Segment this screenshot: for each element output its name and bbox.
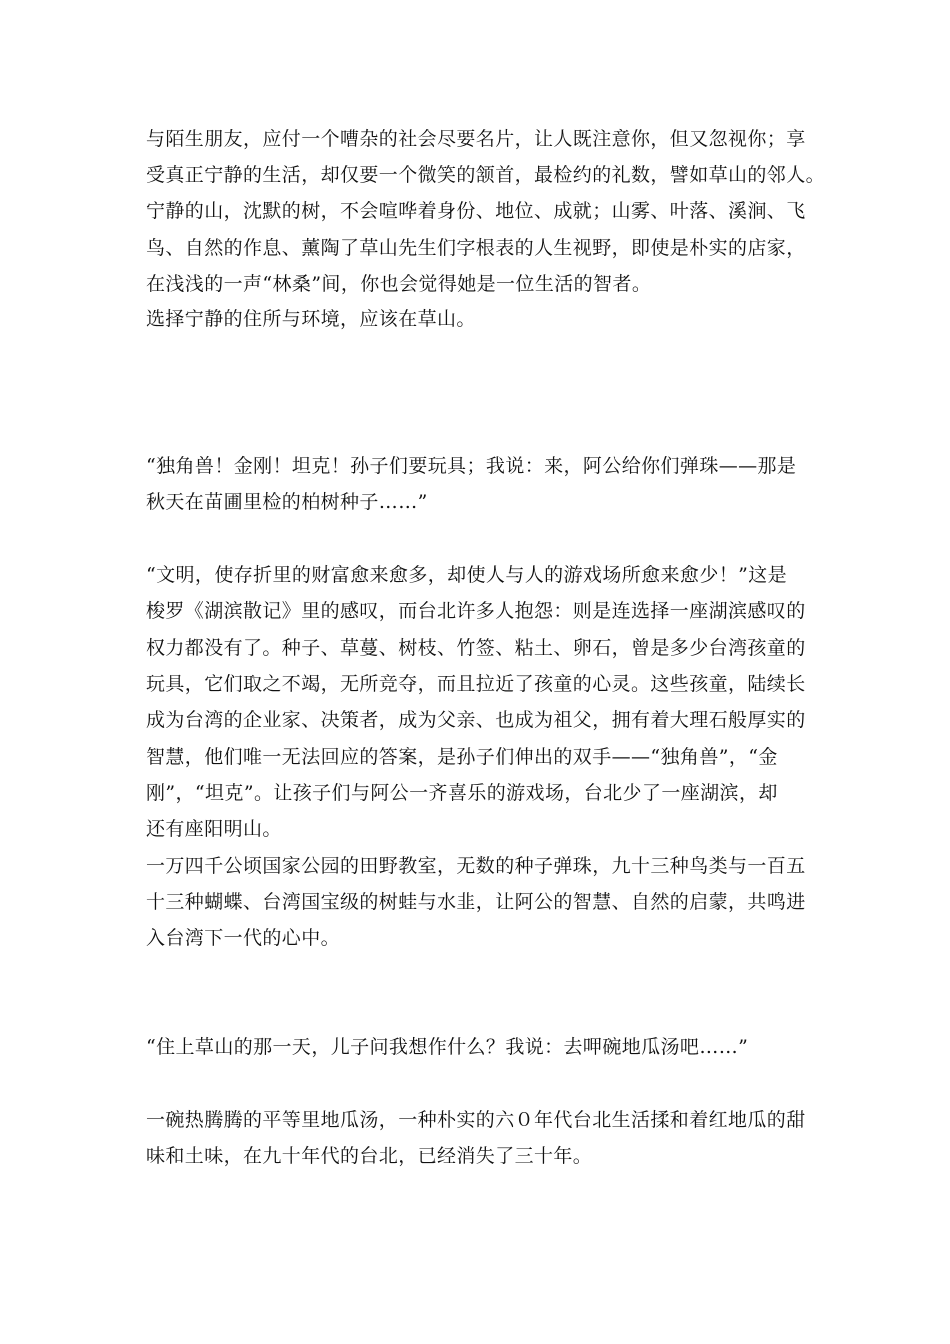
quote-line: 秋天在苗圃里检的柏树种子……” xyxy=(146,491,428,513)
paragraph-line: 成为台湾的企业家、决策者，成为父亲、也成为祖父，拥有着大理石般厚实的 xyxy=(146,709,806,731)
paragraph-line: 权力都没有了。种子、草蔓、树枝、竹签、粘土、卵石，曾是多少台湾孩童的 xyxy=(146,637,806,659)
paragraph-line: 一碗热腾腾的平等里地瓜汤，一种朴实的六０年代台北生活揉和着红地瓜的甜 xyxy=(146,1109,806,1131)
paragraph-line: 玩具，它们取之不竭，无所竞夺，而且拉近了孩童的心灵。这些孩童，陆续长 xyxy=(146,673,806,695)
paragraph-line: 智慧，他们唯一无法回应的答案，是孙子们伸出的双手——“独角兽”，“金 xyxy=(146,746,778,768)
quote-line: “独角兽！金刚！坦克！孙子们要玩具；我说：来，阿公给你们弹珠——那是 xyxy=(146,455,797,477)
paragraph-line: 宁静的山，沈默的树，不会喧哗着身份、地位、成就；山雾、叶落、溪涧、飞 xyxy=(146,200,806,222)
paragraph-line: 入台湾下一代的心中。 xyxy=(146,927,341,949)
paragraph-line: 鸟、自然的作息、薰陶了草山先生们字根表的人生视野，即使是朴实的店家， xyxy=(146,237,806,259)
paragraph-line: 受真正宁静的生活，却仅要一个微笑的颔首，最检约的礼数，譬如草山的邻人。 xyxy=(146,164,826,186)
paragraph-line: 一万四千公顷国家公园的田野教室，无数的种子弹珠，九十三种鸟类与一百五 xyxy=(146,855,806,877)
quote-line: “住上草山的那一天，儿子问我想作什么？我说：去呷碗地瓜汤吧……” xyxy=(146,1036,749,1058)
paragraph-line: 还有座阳明山。 xyxy=(146,818,282,840)
paragraph-line: 在浅浅的一声“林桑”间，你也会觉得她是一位生活的智者。 xyxy=(146,273,652,295)
paragraph-line: 刚”，“坦克”。让孩子们与阿公一齐喜乐的游戏场，台北少了一座湖滨，却 xyxy=(146,782,778,804)
paragraph-line: 味和土味，在九十年代的台北，已经消失了三十年。 xyxy=(146,1145,593,1167)
paragraph-line: 十三种蝴蝶、台湾国宝级的树蛙与水韭，让阿公的智慧、自然的启蒙，共鸣进 xyxy=(146,891,806,913)
paragraph-line: 梭罗《湖滨散记》里的感叹，而台北许多人抱怨：则是连选择一座湖滨感叹的 xyxy=(146,600,806,622)
paragraph-line: “文明，使存折里的财富愈来愈多，却使人与人的游戏场所愈来愈少！”这是 xyxy=(146,564,788,586)
paragraph-line: 选择宁静的住所与环境，应该在草山。 xyxy=(146,308,476,330)
paragraph-line: 与陌生朋友，应付一个嘈杂的社会尽要名片，让人既注意你，但又忽视你；享 xyxy=(146,128,806,150)
